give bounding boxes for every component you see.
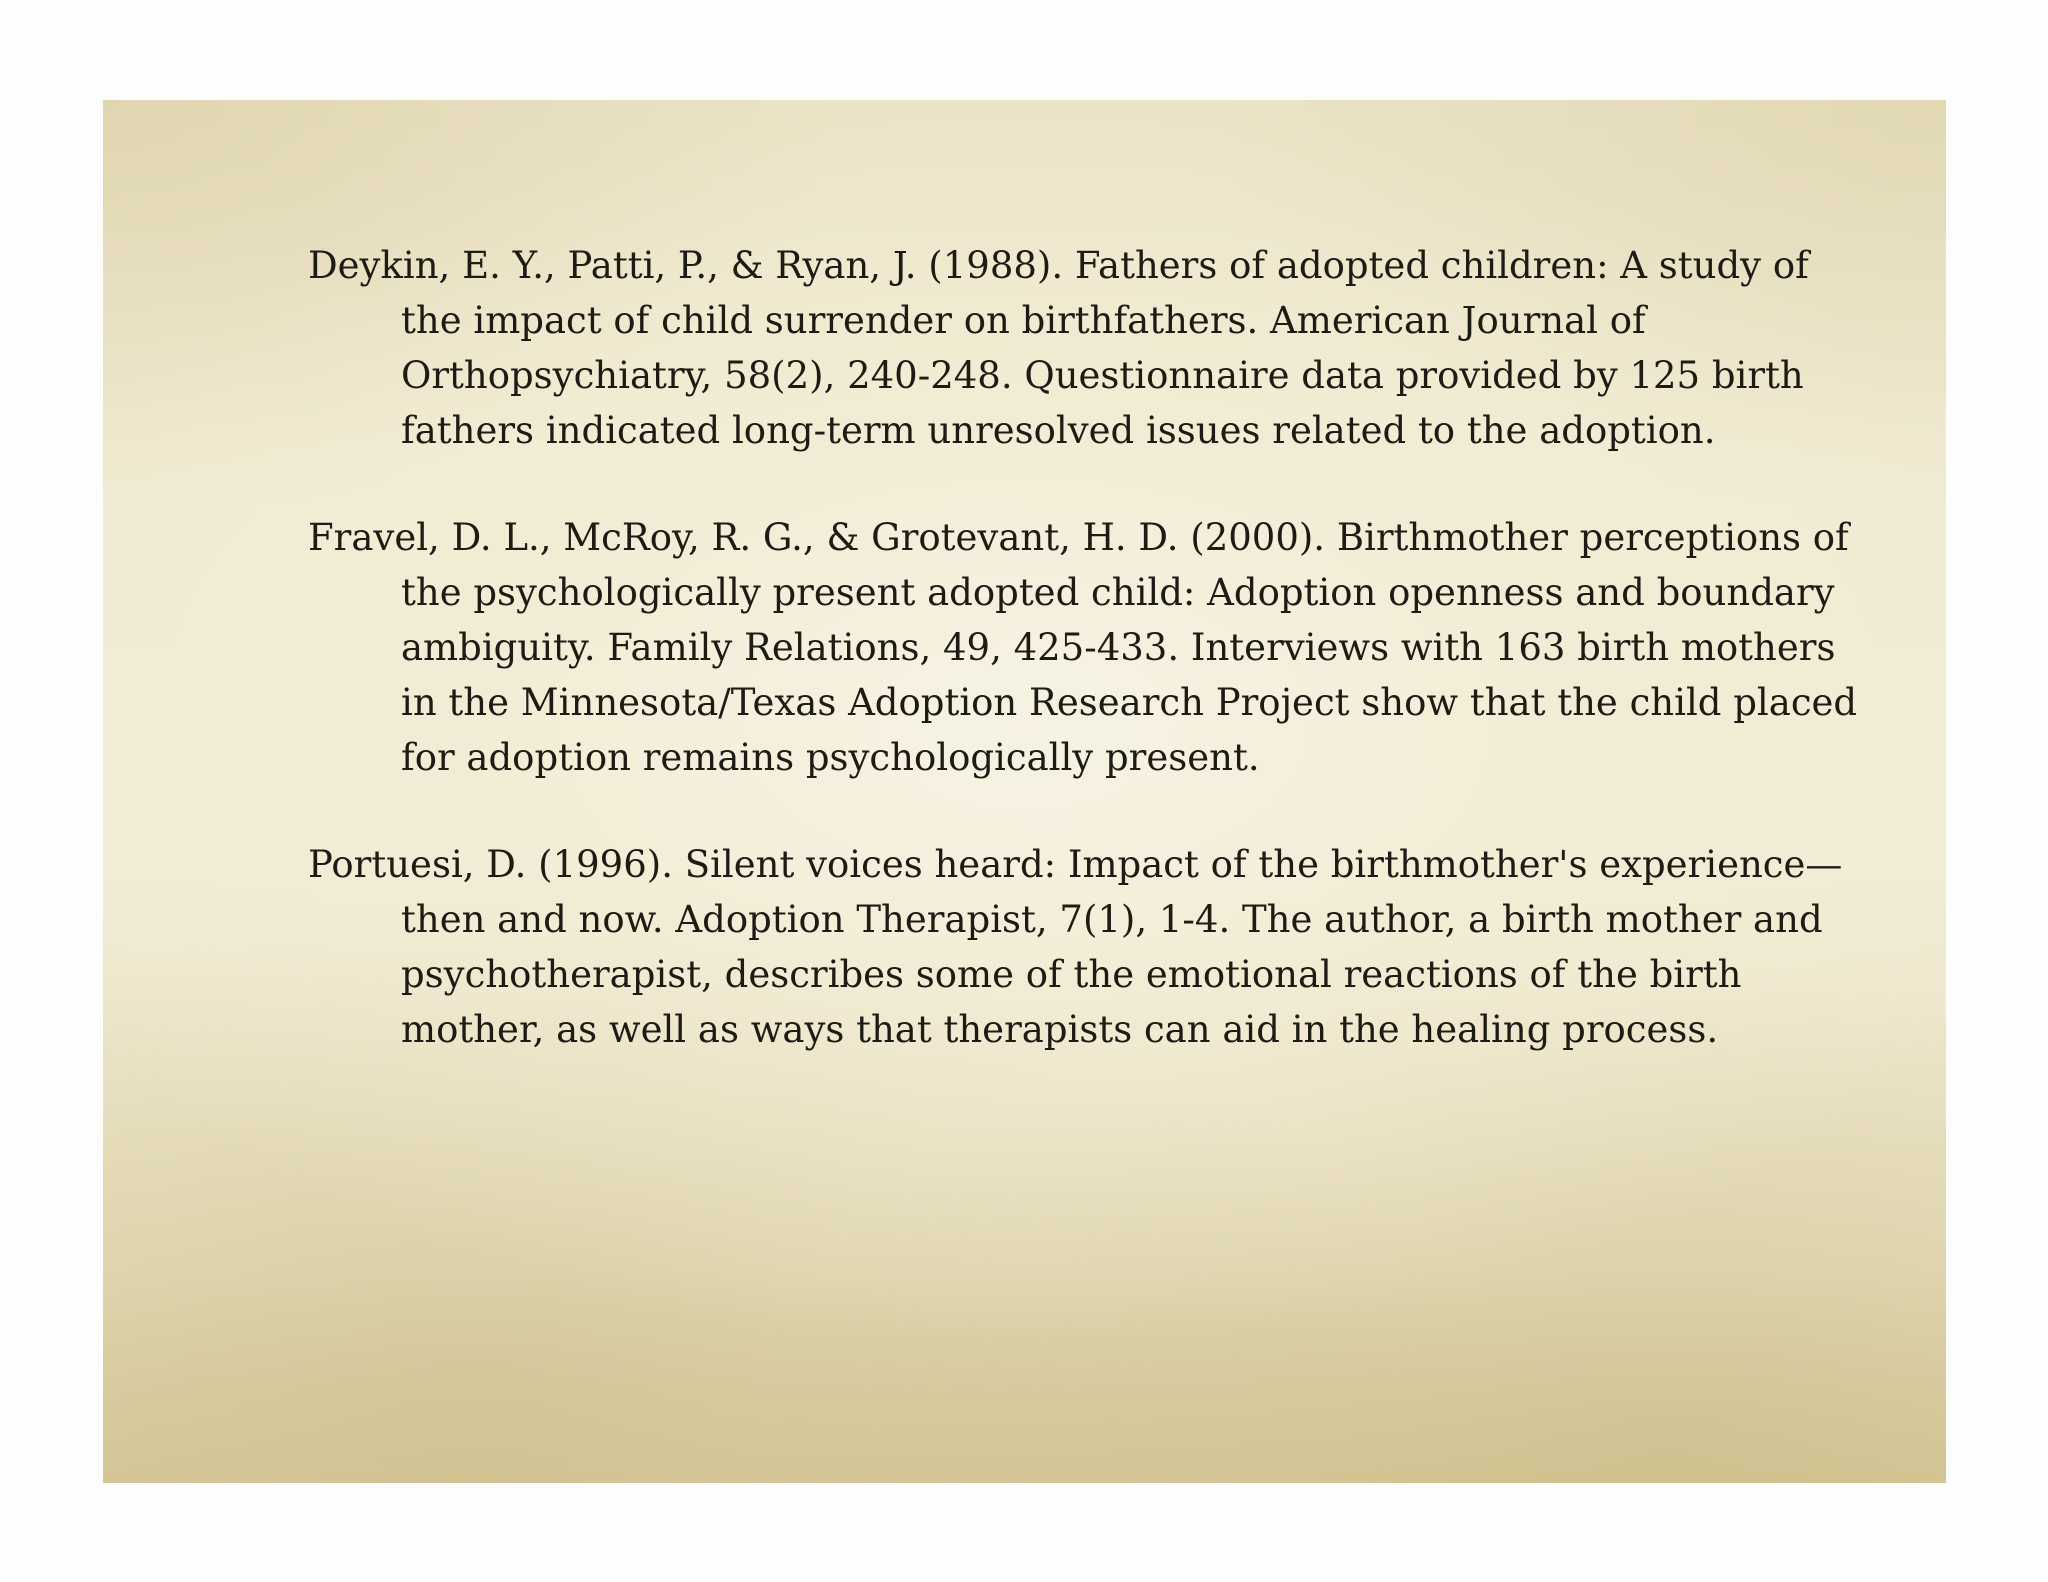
- reference-fravel-2000: Fravel, D. L., McRoy, R. G., & Grotevant, H. D. (2000). Birthmother perceptions of the psychologically present adopted child: Adoption openness and boundary ambiguity. Family Relations, 49, 425-433. Interviews with 163 birth mothers in the Minnesota/Texas Adoption Research Project show that the child placed for adoption remains psychologically present.: [308, 516, 1858, 779]
- slide: [103, 100, 1946, 1483]
- reference-list: [308, 238, 1868, 1109]
- reference-portuesi-1996: Portuesi, D. (1996). Silent voices heard: Impact of the birthmother's experience—then and now. Adoption Therapist, 7(1), 1-4. The author, a birth mother and psychotherapist, describes some of the emotional reactions of the birth mother, as well as ways that therapists can aid in the healing process.: [308, 843, 1843, 1051]
- reference-deykin-1988: Deykin, E. Y., Patti, P., & Ryan, J. (1988). Fathers of adopted children: A study of the impact of child surrender on birthfathers. American Journal of Orthopsychiatry, 58(2), 240-248. Questionnaire data provided by 125 birth fathers indicated long-term unresolved issues related to the adoption.: [308, 244, 1809, 452]
